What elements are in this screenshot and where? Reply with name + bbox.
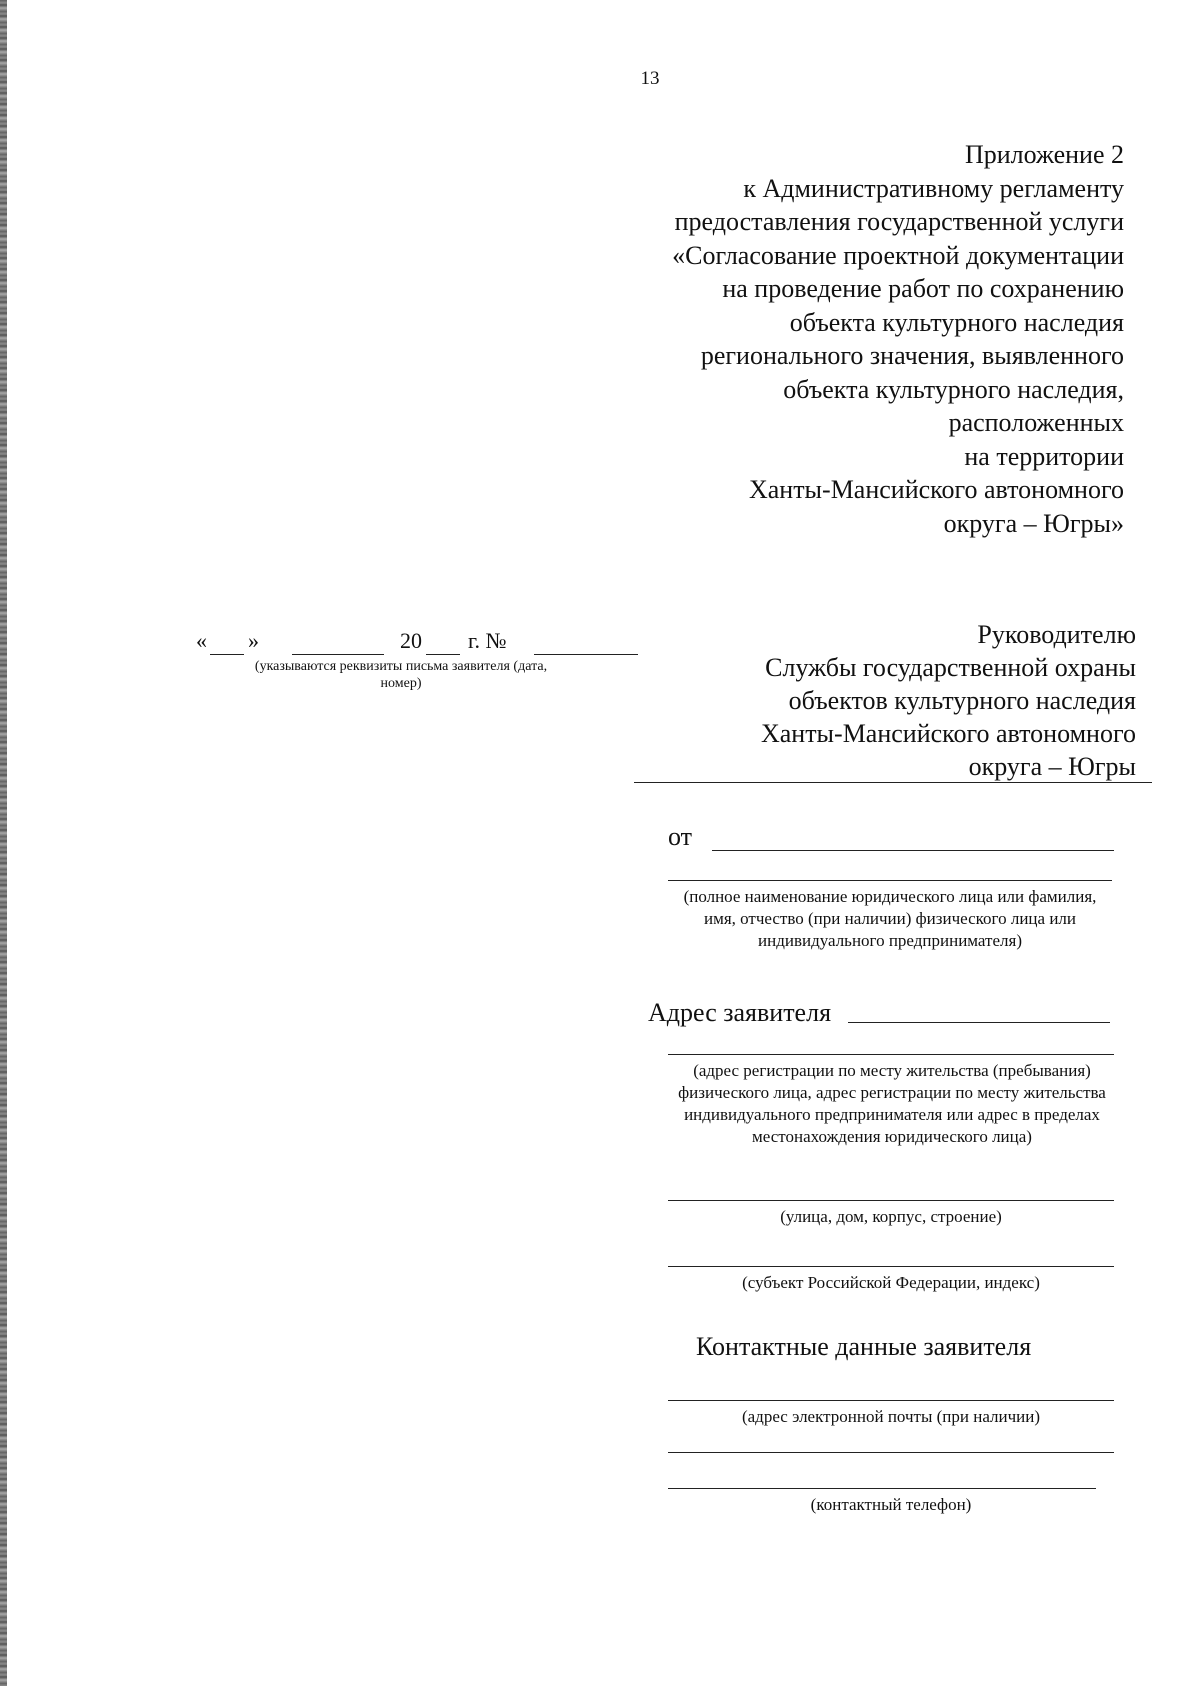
phone-field[interactable] (668, 1452, 1114, 1453)
address-field[interactable] (848, 1022, 1110, 1023)
appendix-header (524, 138, 1124, 540)
appendix-line: к Административному регламенту (743, 173, 1124, 203)
phone-caption: (контактный телефон) (810, 1495, 972, 1514)
appendix-line: «Согласование проектной документации (672, 240, 1124, 270)
appendix-line: предоставления государственной услуги (674, 207, 1124, 236)
addressee-line: Службы государственной охраны (765, 653, 1136, 682)
open-quote: « (196, 628, 207, 653)
addressee-line: округа – Югры (968, 752, 1136, 781)
street-field[interactable] (668, 1200, 1114, 1201)
date-caption: (указываются реквизиты письма заявителя (дата, номер) (254, 659, 548, 691)
addressee-line: Руководителю (977, 620, 1136, 649)
appendix-line: объекта культурного наследия, (783, 374, 1124, 404)
appendix-line: на территории (964, 441, 1124, 471)
appendix-line: Ханты-Мансийского автономного (748, 475, 1124, 504)
month-field[interactable] (292, 654, 384, 655)
from-field-line-2[interactable] (668, 880, 1112, 881)
from-caption: (полное наименование юридического лица или фамилия, имя, отчество (при наличии) физического лица или индивидуального предпринимателя) (683, 887, 1097, 950)
appendix-line: Приложение 2 (964, 140, 1124, 169)
from-label: от (668, 822, 693, 851)
letter-date-block (196, 628, 646, 691)
appendix-line: на проведение работ по сохранению (722, 274, 1124, 303)
email-field[interactable] (668, 1400, 1114, 1401)
appendix-line: объекта культурного наследия (789, 307, 1124, 337)
appendix-line: округа – Югры» (943, 508, 1124, 538)
scan-edge (0, 0, 7, 1686)
page-number: 13 (640, 68, 660, 89)
year-prefix: 20 (400, 628, 422, 653)
phone-field-line-2[interactable] (668, 1488, 1096, 1489)
year-field[interactable] (426, 654, 460, 655)
email-caption: (адрес электронной почты (при наличии) (741, 1407, 1041, 1426)
contacts-title: Контактные данные заявителя (696, 1332, 1032, 1361)
region-field[interactable] (668, 1266, 1114, 1267)
address-field-line-2[interactable] (668, 1054, 1114, 1055)
from-field[interactable] (712, 850, 1114, 851)
date-number-line (196, 628, 646, 658)
region-caption: (субъект Российской Федерации, индекс) (742, 1273, 1040, 1292)
addressee-block (616, 618, 1136, 783)
appendix-line: расположенных (948, 408, 1124, 437)
close-quote: » (248, 628, 259, 653)
day-field[interactable] (210, 654, 244, 655)
address-label: Адрес заявителя (648, 998, 832, 1027)
street-caption: (улица, дом, корпус, строение) (780, 1207, 1002, 1226)
address-caption: (адрес регистрации по месту жительства (пребывания) физического лица, адрес регистрации по месту жительства индивидуального предпринимателя или адрес в пределах местонахождения юридического лица) (678, 1061, 1106, 1146)
addressee-underline (634, 782, 1152, 783)
addressee-line: объектов культурного наследия (788, 686, 1136, 715)
addressee-line: Ханты-Мансийского автономного (760, 719, 1136, 748)
number-sign: г. № (468, 628, 507, 653)
appendix-line: регионального значения, выявленного (700, 341, 1124, 370)
